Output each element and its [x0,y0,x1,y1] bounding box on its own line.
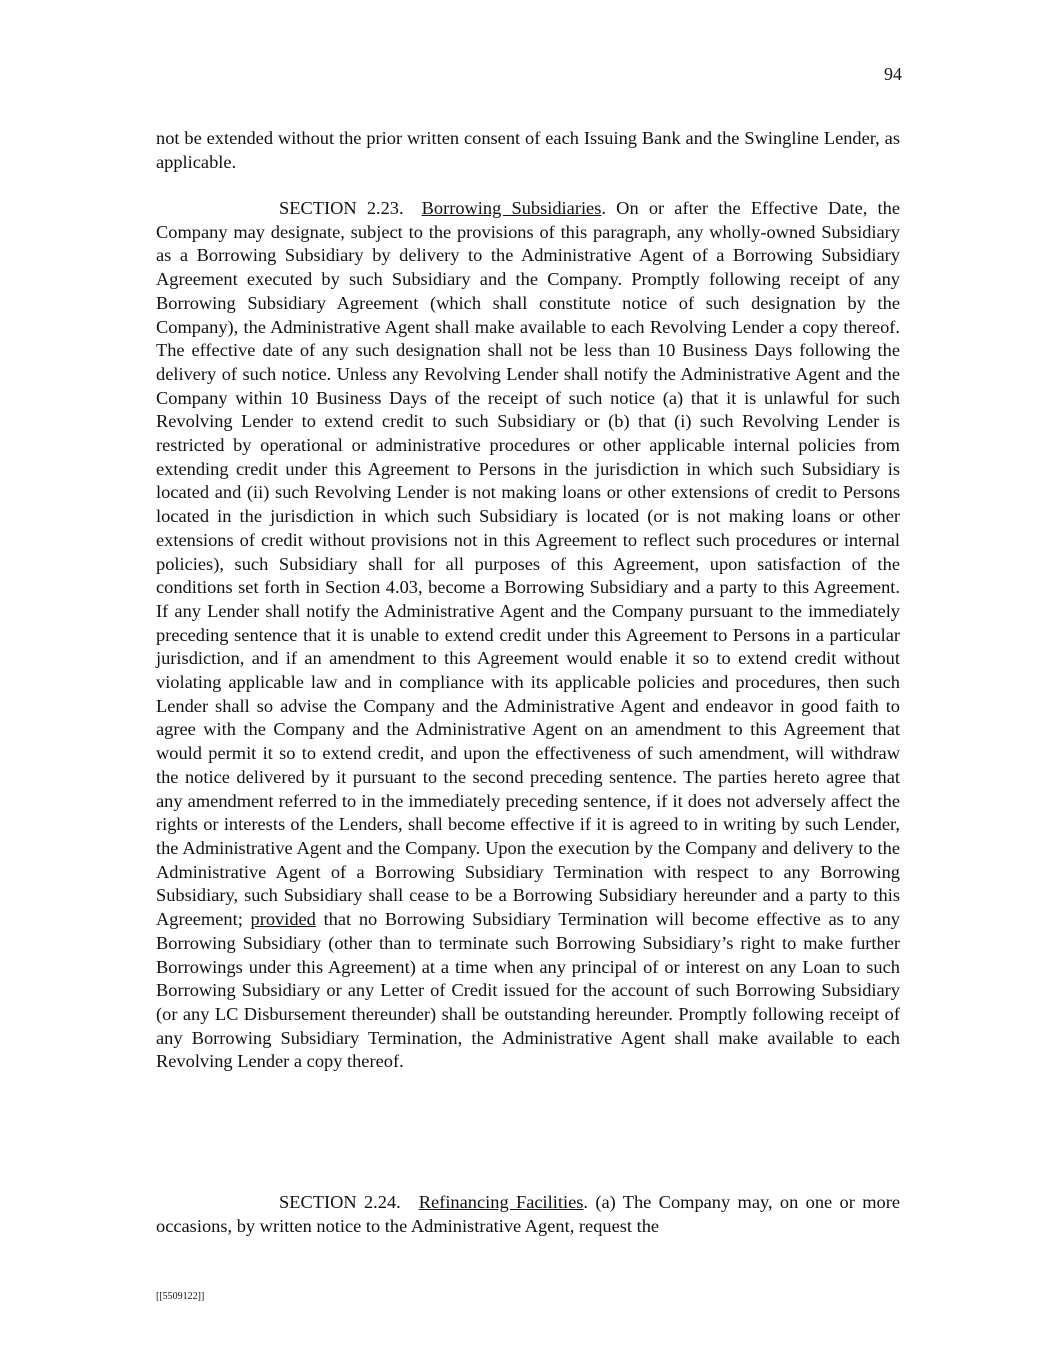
section-2-24-number: SECTION 2.24. [279,1192,401,1212]
paragraph-continuation [156,127,900,174]
paragraph-continuation-text: not be extended without the prior written consent of each Issuing Bank and the Swingline Lender, as applicable. [156,128,900,172]
section-2-23-paragraph [156,197,900,1074]
provided-term: provided [250,909,316,930]
section-2-24-body: . (a) The Company may, on one or more occasions, by written notice to the Administrative Agent, request the [156,1192,900,1236]
section-2-24-heading: Refinancing Facilities [418,1192,584,1212]
section-2-23-body-a: . On or after the Effective Date, the Company may designate, subject to the provisions of this paragraph, any wholly-owned Subsidiary as a Borrowing Subsidiary by delivery to the Administrative Agent of a Borrowing Subsidiary Agreement executed by such Subsidiary and the Company. Promptly following receipt of any Borrowing Subsidiary Agreement (which shall constitute notice of such designation by the Company), the Administrative Agent shall make available to each Revolving Lender a copy thereof. The effective date of any such designation shall not be less than 10 Business Days following the delivery of such notice. Unless any Revolving Lender shall notify the Administrative Agent and the Company within 10 Business Days of the receipt of such notice (a) that it is unlawful for such Revolving Lender to extend credit to such Subsidiary or (b) that (i) such Revolving Lender is restricted by operational or administrative procedures or other applicable internal policies from extending credit under this Agreement to Persons in the jurisdiction in which such Subsidiary is located and (ii) such Revolving Lender is not making loans or other extensions of credit to Persons located in the jurisdiction in which such Subsidiary is located (or is not making loans or other extensions of credit without provisions not in this Agreement to reflect such procedures or internal policies), such Subsidiary shall for all purposes of this Agreement, upon satisfaction of the conditions set forth in Section 4.03, become a Borrowing Subsidiary and a party to this Agreement. If any Lender shall notify the Administrative Agent and the Company pursuant to the immediately preceding sentence that it is unable to extend credit under this Agreement to Persons in a particular jurisdiction, and if an amendment to this Agreement would enable it so to extend credit without violating applicable law and in compliance with its applicable policies and procedures, then such Lender shall so advise the Company and the Administrative Agent and endeavor in good faith to agree with the Company and the Administrative Agent on an amendment to this Agreement that would permit it so to extend credit, and upon the effectiveness of such amendment, will withdraw the notice delivered by it pursuant to the second preceding sentence. The parties hereto agree that any amendment referred to in the immediately preceding sentence, if it does not adversely affect the rights or interests of the Lenders, shall become effective if it is agreed to in writing by such Lender, the Administrative Agent and the Company. Upon the execution by the Company and delivery to the Administrative Agent of a Borrowing Subsidiary Termination with respect to any Borrowing Subsidiary, such Subsidiary shall cease to be a Borrowing Subsidiary hereunder and a party to this Agreement; [156,198,900,930]
document-id-footer: [[5509122]] [156,1291,205,1302]
page-number: 94 [884,64,902,84]
section-2-23-heading: Borrowing Subsidiaries [421,198,602,218]
section-2-23-number: SECTION 2.23. [279,198,404,218]
section-2-24-paragraph [156,1191,900,1238]
section-2-23-body-b: that no Borrowing Subsidiary Termination will become effective as to any Borrowing Subsidiary (other than to terminate such Borrowing Subsidiary’s right to make further Borrowings under this Agreement) at a time when any principal of or interest on any Loan to such Borrowing Subsidiary or any Letter of Credit issued for the account of such Borrowing Subsidiary (or any LC Disbursement thereunder) shall be outstanding hereunder. Promptly following receipt of any Borrowing Subsidiary Termination, the Administrative Agent shall make available to each Revolving Lender a copy thereof. [156,909,901,1072]
